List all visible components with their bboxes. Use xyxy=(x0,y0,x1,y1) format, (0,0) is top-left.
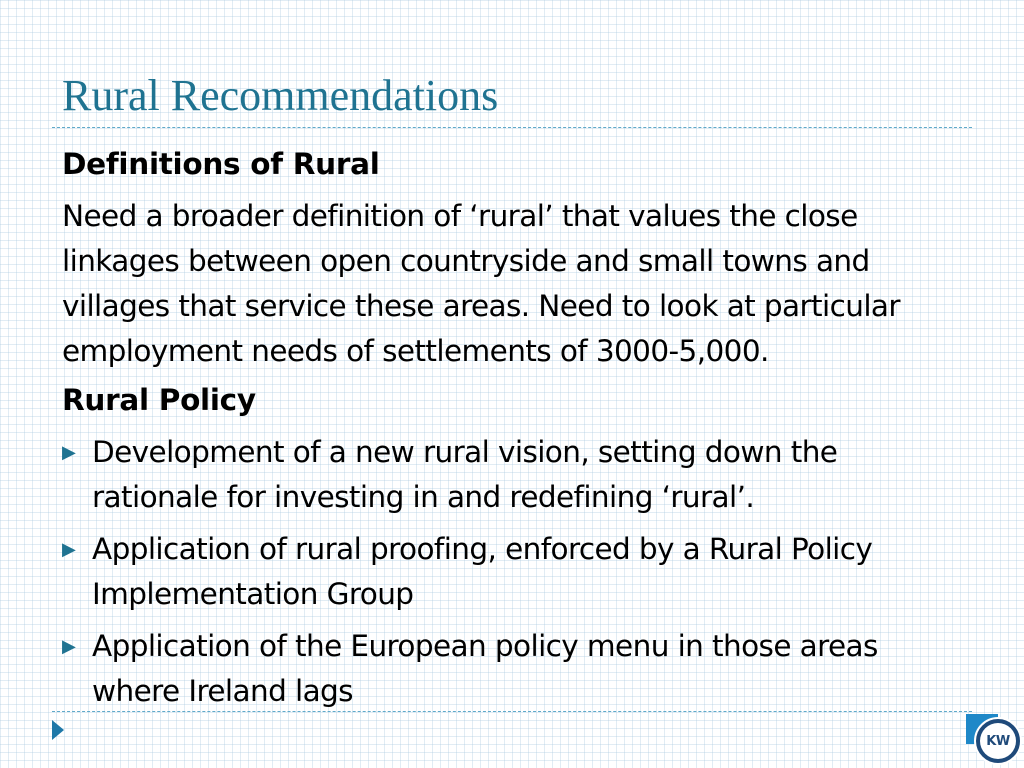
definitions-paragraph: Need a broader definition of ‘rural’ that values the close linkages between open countryside and small towns and villages that service these areas. Need to look at particular employment needs of settlements of 3000-5,000. xyxy=(62,199,900,368)
list-item xyxy=(62,527,962,617)
kw-logo xyxy=(974,717,1022,765)
bullet-arrow-icon: ▶ xyxy=(62,442,76,463)
play-arrow-icon xyxy=(52,720,64,740)
slide-content xyxy=(62,142,962,714)
bullet-arrow-icon: ▶ xyxy=(62,539,76,560)
bullet-text: Application of the European policy menu in those areas where Ireland lags xyxy=(92,629,878,708)
bullet-text: Application of rural proofing, enforced by a Rural Policy Implementation Group xyxy=(92,532,873,611)
title-divider xyxy=(52,127,972,128)
section-heading-policy: Rural Policy xyxy=(62,383,256,417)
section-heading-definitions: Definitions of Rural xyxy=(62,147,380,181)
list-item xyxy=(62,624,962,714)
bullet-arrow-icon: ▶ xyxy=(62,636,76,657)
footer-divider xyxy=(52,711,972,712)
slide-title: Rural Recommendations xyxy=(62,71,499,120)
bullet-text: Development of a new rural vision, setting down the rationale for investing in and redefining ‘rural’. xyxy=(92,435,838,514)
logo-text: KW xyxy=(980,723,1016,759)
list-item xyxy=(62,430,962,520)
